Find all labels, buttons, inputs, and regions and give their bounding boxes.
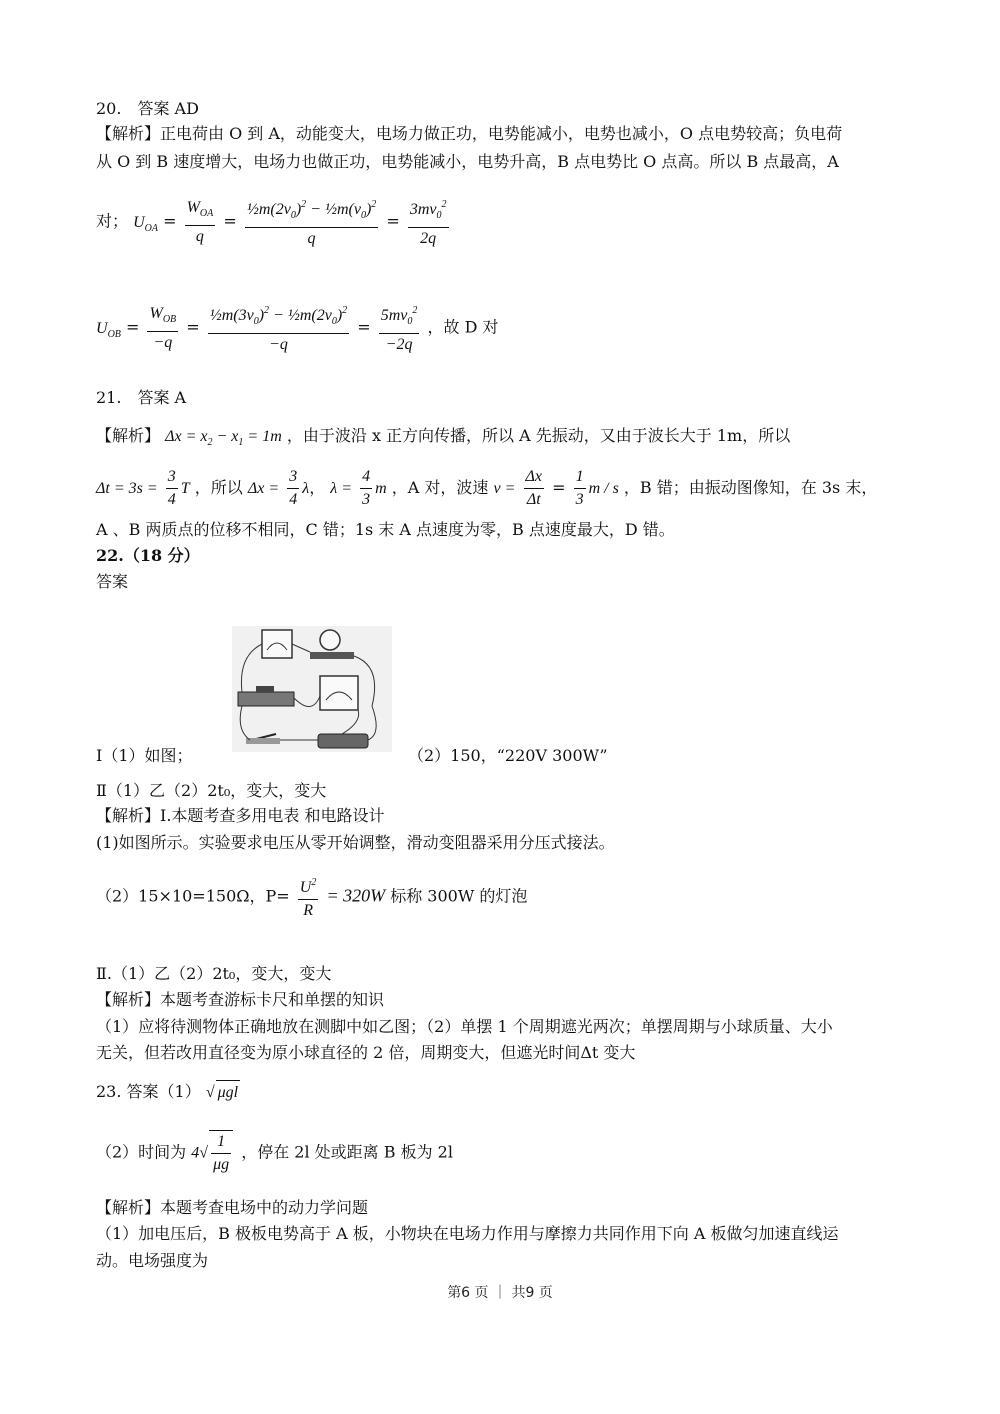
q20-heading: 20. 答案 AD xyxy=(96,99,199,118)
q22-analysis2-title: 【解析】本题考查游标卡尺和单摆的知识 xyxy=(96,990,385,1009)
q22-analysis1-line2: （2）15×10=150Ω，P= $\frac{U^2}{R}$ = 320W 标称 300W 的灯泡 xyxy=(96,872,527,922)
circuit-diagram-image xyxy=(232,626,392,752)
q21-line2-c: ，B 错；由振动图像知，在 3s 末， xyxy=(623,478,878,497)
q20-formula-uoa: 对； $U_{OA}$ = $\frac{W_{OA}}{q}$ = $\frac{\frac{1}{2}m(2v_0)^2 - \frac{1}{2}m(v_0)^2}{q}$ = $\frac{3mv_0^2}{2q}$ xyxy=(96,194,452,250)
q21-line1-pre: 【解析】 xyxy=(96,426,161,445)
q20-analysis-line2: 从 O 到 B 速度增大，电场力也做正功，电势能减小，电势升高，B 点电势比 O 点高。所以 B 点最高，A xyxy=(96,152,839,171)
q20-formula-uob: $U_{OB}$ = $\frac{W_{OB}}{-q}$ = $\frac{\frac{1}{2}m(3v_0)^2 - \frac{1}{2}m(2v_0)^2}{-q}$ = $\frac{5mv_0^2}{-2q}$ ，故 D 对 xyxy=(96,300,499,356)
q21-line2: Δt = 3s = $\frac{3}{4}$ T ，所以 Δx = $\frac{3}{4}$ λ， λ = $\frac{4}{3}$ m ，A 对，波速 v = $\frac{\Delta x}{\Delta t}$ = $\frac{1}{3}$ m / s ，B 错；由振动图像知，在 3s 末， xyxy=(96,468,878,508)
q23-part2-post: ，停在 2l 处或距离 B 板为 2l xyxy=(241,1142,453,1162)
q22-heading: 22.（18 分） xyxy=(96,546,200,565)
q22-part1-right: （2）150，“220V 300W” xyxy=(408,746,608,765)
q22-part2: Ⅱ（1）乙（2）2t₀，变大，变大 xyxy=(96,781,327,800)
q22-analysis1-line1: (1)如图所示。实验要求电压从零开始调整，滑动变阻器采用分压式接法。 xyxy=(96,833,615,852)
q21-line1-post: ，由于波沿 x 正方向传播，所以 A 先振动，又由于波长大于 1m，所以 xyxy=(286,426,791,445)
q23-heading-pre: 23. 答案（1） xyxy=(96,1082,201,1101)
q23-heading: 23. 答案（1） √ μgl xyxy=(96,1080,240,1105)
q22-part2-repeat: Ⅱ.（1）乙（2）2t₀，变大，变大 xyxy=(96,964,332,983)
q23-analysis-line2: 动。电场强度为 xyxy=(96,1251,209,1270)
q21-line2-a: ，所以 xyxy=(194,478,243,497)
page-footer: 第6 页 ｜ 共9 页 xyxy=(447,1285,553,1301)
q22-analysis1-line2-post: 标称 300W 的灯泡 xyxy=(390,886,528,906)
q21-line2-b: ，A 对，波速 xyxy=(391,478,489,497)
q21-line3: A 、B 两质点的位移不相同，C 错；1s 末 A 点速度为零，B 点速度最大，D 错。 xyxy=(96,520,675,539)
q22-analysis2-line1: （1）应将待测物体正确地放在测脚中如乙图；（2）单摆 1 个周期遮光两次；单摆周期与小球质量、大小 xyxy=(96,1017,833,1036)
q20-dui: 对； xyxy=(96,211,129,231)
q20-tail: ，故 D 对 xyxy=(427,317,499,337)
q23-analysis-line1: （1）加电压后，B 极板电势高于 A 板，小物块在电场力作用与摩擦力共同作用下向 A 板做匀加速直线运 xyxy=(96,1224,839,1243)
q23-part2-pre: （2）时间为 xyxy=(96,1142,187,1162)
q22-analysis1-line2-pre: （2）15×10=150Ω，P= xyxy=(96,886,290,906)
q21-line1: 【解析】 $\Delta x = x_2 - x_1 = 1m$ ，由于波沿 x 正方向传播，所以 A 先振动，又由于波长大于 1m，所以 xyxy=(96,426,791,448)
q21-heading: 21. 答案 A xyxy=(96,388,187,407)
q23-analysis-title: 【解析】本题考查电场中的动力学问题 xyxy=(96,1198,369,1217)
q22-answer-label: 答案 xyxy=(96,572,129,591)
q22-analysis1-title: 【解析】Ⅰ.本题考查多用电表 和电路设计 xyxy=(96,806,385,825)
q20-analysis-line1: 【解析】正电荷由 O 到 A，动能变大，电场力做正功，电势能减小，电势也减小，O 点电势较高；负电荷 xyxy=(96,124,843,143)
q22-part1-label: Ⅰ（1）如图； xyxy=(96,746,193,765)
q22-analysis2-line2: 无关，但若改用直径变为原小球直径的 2 倍，周期变大，但遮光时间Δt 变大 xyxy=(96,1043,636,1062)
q23-part2: （2）时间为 4√ $\frac{1}{\mu g}$ ，停在 2l 处或距离 B 板为 2l xyxy=(96,1130,453,1176)
